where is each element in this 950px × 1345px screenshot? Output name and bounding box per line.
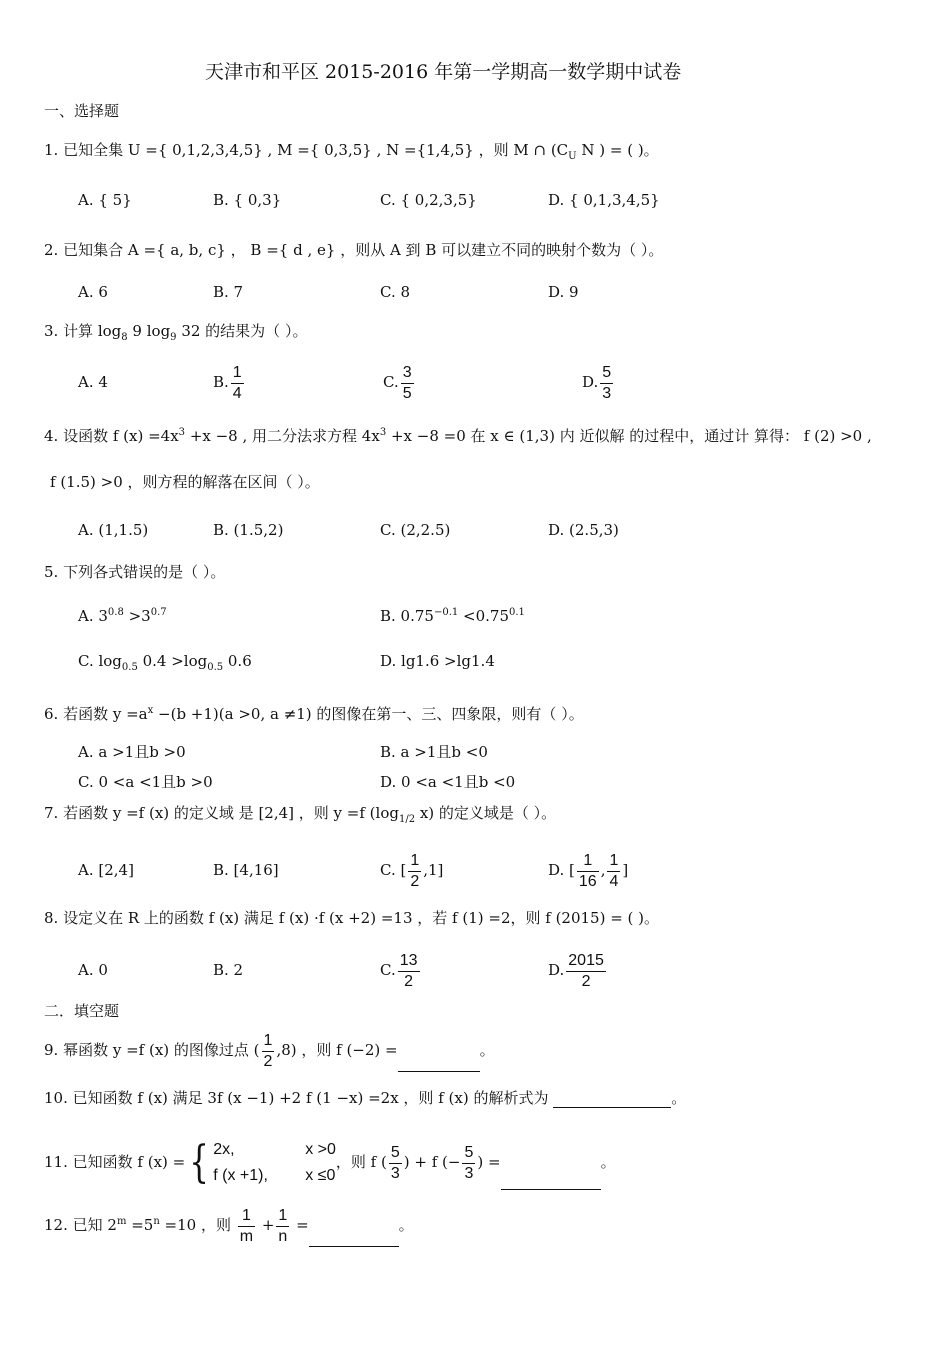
section-heading-choice: 一、选择题 bbox=[44, 102, 120, 120]
case-1-expr: 2x, bbox=[213, 1141, 235, 1158]
q7-option-a: A. [2,4] bbox=[78, 861, 134, 879]
question-6-pre: 6. 若函数 y =a bbox=[44, 705, 148, 723]
q4-option-b: B. (1.5,2) bbox=[213, 521, 284, 539]
q2-option-c: C. 8 bbox=[380, 283, 411, 301]
question-4-pre: 4. 设函数 f (x) =4x bbox=[44, 427, 179, 445]
numerator: 2015 bbox=[566, 951, 606, 972]
question-12-end: 。 bbox=[398, 1216, 414, 1234]
q5-c-base1: 0.5 bbox=[121, 662, 138, 673]
q3-option-b bbox=[213, 360, 246, 404]
piecewise-cases bbox=[213, 1137, 336, 1189]
question-12-plus: + bbox=[257, 1216, 275, 1234]
question-10-end: 。 bbox=[671, 1089, 687, 1107]
q3-option-b-label: B. bbox=[213, 373, 229, 391]
question-7 bbox=[44, 803, 556, 830]
question-9 bbox=[44, 1028, 495, 1072]
q5-option-d: D. lg1.6 >lg1.4 bbox=[380, 652, 495, 670]
q3-option-b-fraction bbox=[231, 363, 244, 404]
q4-option-d: D. (2.5,3) bbox=[548, 521, 619, 539]
answer-blank-11[interactable] bbox=[501, 1173, 601, 1190]
question-9-end: 。 bbox=[479, 1041, 495, 1059]
q3-option-d-label: D. bbox=[582, 373, 599, 391]
question-11 bbox=[44, 1134, 616, 1190]
question-3 bbox=[44, 321, 307, 348]
q2-option-a: A. 6 bbox=[78, 283, 108, 301]
q8-d-label: D. bbox=[548, 961, 565, 979]
q2-option-d: D. 9 bbox=[548, 283, 579, 301]
q8-d-fraction bbox=[566, 951, 606, 992]
denominator: 5 bbox=[402, 384, 412, 402]
numerator: 3 bbox=[401, 363, 414, 384]
denominator: 3 bbox=[464, 1164, 474, 1182]
denominator: 2 bbox=[263, 1052, 273, 1070]
denominator: 3 bbox=[390, 1164, 400, 1182]
question-11-mid2: ) + f (− bbox=[403, 1153, 461, 1171]
numerator: 1 bbox=[577, 851, 599, 872]
case-2-expr: f (x +1), bbox=[213, 1167, 268, 1184]
q8-c-fraction bbox=[398, 951, 420, 992]
question-11-end: 。 bbox=[600, 1153, 616, 1171]
question-11-fraction-1 bbox=[389, 1143, 402, 1184]
q7-d-fraction-1 bbox=[577, 851, 599, 892]
question-6-exp: x bbox=[147, 705, 154, 716]
q3-option-c-fraction bbox=[401, 363, 414, 404]
question-12-fraction-2 bbox=[276, 1206, 289, 1247]
q8-c-label: C. bbox=[380, 961, 396, 979]
question-3-base2: 9 bbox=[170, 332, 177, 343]
denominator: 16 bbox=[578, 872, 597, 890]
denominator: 2 bbox=[404, 972, 414, 990]
q7-d-fraction-2 bbox=[607, 851, 620, 892]
q1-option-a: A. { 5} bbox=[78, 191, 132, 209]
denominator: m bbox=[239, 1227, 254, 1245]
q5-b-pre: B. 0.75 bbox=[380, 607, 434, 625]
question-4-mid: +x −8 , 用二分法求方程 4x bbox=[185, 427, 380, 445]
q5-c-base2: 0.5 bbox=[207, 662, 224, 673]
numerator: 13 bbox=[398, 951, 420, 972]
denominator: 2 bbox=[410, 872, 420, 890]
page-title: 天津市和平区 2015-2016 年第一学期高一数学期中试卷 bbox=[205, 61, 682, 83]
q7-c-label: C. [ bbox=[380, 861, 407, 879]
numerator: 1 bbox=[276, 1206, 289, 1227]
q3-option-c bbox=[383, 360, 416, 404]
question-11-post: ) = bbox=[477, 1153, 501, 1171]
question-7-pre: 7. 若函数 y =f (x) 的定义域 是 [2,4] ，则 y =f (log bbox=[44, 804, 399, 822]
q6-option-a: A. a >1且b >0 bbox=[78, 743, 186, 761]
answer-blank-9[interactable] bbox=[398, 1055, 480, 1072]
q5-b-exp1: −0.1 bbox=[433, 607, 459, 618]
q5-b-exp2: 0.1 bbox=[509, 607, 525, 618]
numerator: 5 bbox=[462, 1143, 475, 1164]
q4-option-a: A. (1,1.5) bbox=[78, 521, 149, 539]
question-1 bbox=[44, 140, 659, 167]
numerator: 1 bbox=[231, 363, 244, 384]
denominator: 2 bbox=[581, 972, 591, 990]
question-6 bbox=[44, 701, 584, 724]
denominator: 3 bbox=[602, 384, 612, 402]
q7-d-label: D. [ bbox=[548, 861, 575, 879]
section-heading-fill: 二．填空题 bbox=[44, 1002, 120, 1020]
q7-c-fraction bbox=[408, 851, 421, 892]
question-7-post: x) 的定义域是（ ）。 bbox=[415, 804, 557, 822]
numerator: 1 bbox=[262, 1031, 275, 1052]
q4-option-c: C. (2,2.5) bbox=[380, 521, 451, 539]
question-9-fraction bbox=[262, 1031, 275, 1072]
numerator: 1 bbox=[607, 851, 620, 872]
question-9-pre: 9. 幂函数 y =f (x) 的图像过点 ( bbox=[44, 1041, 260, 1059]
q7-option-b: B. [4,16] bbox=[213, 861, 279, 879]
q3-option-d bbox=[582, 360, 615, 404]
numerator: 1 bbox=[238, 1206, 255, 1227]
question-11-mid: ，则 f ( bbox=[335, 1153, 387, 1171]
q5-a-mid: >3 bbox=[123, 607, 151, 625]
question-11-pre: 11. 已知函数 f (x) = bbox=[44, 1153, 186, 1171]
q8-option-b: B. 2 bbox=[213, 961, 244, 979]
q3-option-c-label: C. bbox=[383, 373, 399, 391]
numerator: 1 bbox=[408, 851, 421, 872]
question-12-post: = bbox=[291, 1216, 309, 1234]
q6-option-b: B. a >1且b <0 bbox=[380, 743, 488, 761]
q2-option-b: B. 7 bbox=[213, 283, 244, 301]
question-12-pre-b: =5 bbox=[126, 1216, 154, 1234]
q5-a-pre: A. 3 bbox=[78, 607, 108, 625]
q8-option-c bbox=[380, 948, 422, 992]
q6-option-c: C. 0 <a <1且b >0 bbox=[78, 773, 213, 791]
case-2-cond: x ≤0 bbox=[305, 1167, 336, 1184]
question-4-exp2: 3 bbox=[379, 427, 387, 438]
question-4-post: +x −8 =0 在 x ∈ (1,3) 内 近似解 的过程中，通过计 算得： f (2) >0 , bbox=[386, 427, 872, 445]
q7-c-post: ,1] bbox=[423, 861, 444, 879]
question-1-stem: 1. 已知全集 U ={ 0,1,2,3,4,5} , M ={ 0,3,5} , N ={1,4,5} ，则 M ∩ (C bbox=[44, 141, 569, 159]
denominator: n bbox=[278, 1227, 288, 1245]
q3-option-a: A. 4 bbox=[78, 373, 108, 391]
question-9-post: ,8) ，则 f (−2) = bbox=[276, 1041, 398, 1059]
question-6-post: −(b +1)(a >0, a ≠1) 的图像在第一、三、四象限，则有（ ）。 bbox=[153, 705, 584, 723]
q5-option-c bbox=[78, 651, 252, 678]
case-1-cond: x >0 bbox=[305, 1141, 336, 1158]
question-3-post: 32 的结果为（ ）。 bbox=[176, 322, 308, 340]
question-4-line-2: f (1.5) >0 ，则方程的解落在区间（ ）。 bbox=[50, 473, 320, 491]
q5-a-exp2: 0.7 bbox=[150, 607, 167, 618]
question-3-mid: 9 log bbox=[127, 322, 171, 340]
question-2: 2. 已知集合 A ={ a, b, c} ， B ={ d , e} ，则从 A 到 B 可以建立不同的映射个数为（ ）。 bbox=[44, 241, 664, 259]
question-10 bbox=[44, 1088, 686, 1108]
denominator: 4 bbox=[609, 872, 619, 890]
q5-a-exp1: 0.8 bbox=[107, 607, 124, 618]
q8-option-a: A. 0 bbox=[78, 961, 108, 979]
question-12-pre-a: 12. 已知 2 bbox=[44, 1216, 117, 1234]
question-3-pre: 3. 计算 log bbox=[44, 322, 122, 340]
q3-option-d-fraction bbox=[600, 363, 613, 404]
denominator: 4 bbox=[232, 384, 242, 402]
q7-option-d: D. [ $\frac{1}{16}$ , $\frac{1}{4}$ ] bbox=[548, 851, 629, 890]
question-4-exp1: 3 bbox=[178, 427, 186, 438]
question-12-fraction-1 bbox=[238, 1206, 255, 1247]
piecewise-brace: { bbox=[189, 1137, 210, 1188]
question-12 bbox=[44, 1200, 414, 1247]
q8-option-d bbox=[548, 948, 608, 992]
answer-blank-12[interactable] bbox=[309, 1230, 399, 1247]
question-3-base1: 8 bbox=[121, 332, 128, 343]
q1-option-b: B. { 0,3} bbox=[213, 191, 282, 209]
answer-blank-10[interactable] bbox=[553, 1091, 671, 1108]
numerator: 5 bbox=[600, 363, 613, 384]
q5-option-b bbox=[380, 603, 525, 626]
question-12-exp-m: m bbox=[116, 1216, 127, 1227]
question-1-subscript: U bbox=[568, 151, 577, 162]
q6-option-d: D. 0 <a <1且b <0 bbox=[380, 773, 516, 791]
question-7-base: 1/2 bbox=[398, 814, 416, 825]
q7-option-c bbox=[380, 848, 443, 892]
q5-c-mid: 0.4 >log bbox=[137, 652, 208, 670]
question-12-pre-c: =10 ，则 bbox=[159, 1216, 231, 1234]
q5-c-post: 0.6 bbox=[223, 652, 252, 670]
q7-d-post: ] bbox=[622, 861, 629, 879]
q5-option-a bbox=[78, 603, 167, 626]
q5-b-mid: <0.75 bbox=[458, 607, 510, 625]
question-11-fraction-2 bbox=[462, 1143, 475, 1184]
question-4-line-1 bbox=[44, 423, 872, 446]
q1-option-d: D. { 0,1,3,4,5} bbox=[548, 191, 660, 209]
question-10-pre: 10. 已知函数 f (x) 满足 3f (x −1) +2 f (1 −x) =2x ，则 f (x) 的解析式为 bbox=[44, 1089, 549, 1107]
question-5: 5. 下列各式错误的是（ ）。 bbox=[44, 563, 226, 581]
question-8: 8. 设定义在 R 上的函数 f (x) 满足 f (x) ·f (x +2) =13 ，若 f (1) =2，则 f (2015) = ( )。 bbox=[44, 909, 660, 927]
question-12-exp-n: n bbox=[153, 1216, 160, 1227]
question-1-rest: N ) = ( )。 bbox=[576, 141, 659, 159]
q5-c-pre: C. log bbox=[78, 652, 122, 670]
numerator: 5 bbox=[389, 1143, 402, 1164]
q1-option-c: C. { 0,2,3,5} bbox=[380, 191, 477, 209]
